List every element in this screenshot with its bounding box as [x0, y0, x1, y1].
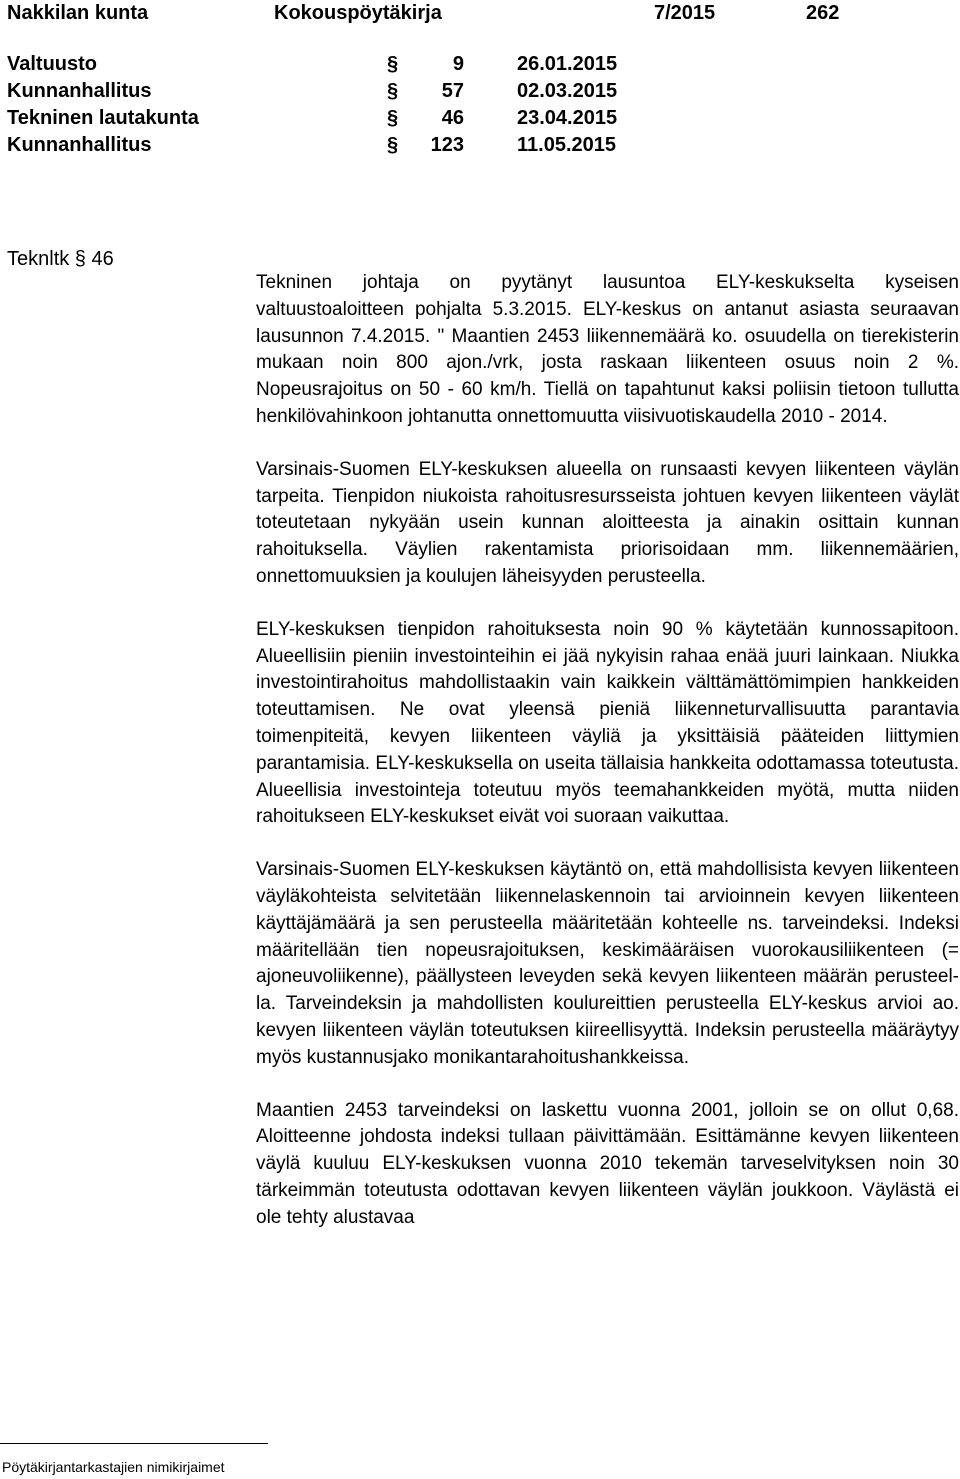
handling-history	[7, 51, 707, 159]
history-body: Valtuusto	[7, 53, 98, 75]
minutes-body	[256, 270, 959, 1258]
history-date: 23.04.2015	[517, 107, 618, 129]
history-row	[7, 78, 707, 105]
history-number: 123	[430, 134, 464, 156]
history-number: 57	[441, 80, 464, 102]
footer-signature-label: Pöytäkirjantarkastajien nimikirjaimet	[2, 1459, 225, 1475]
section-sign: §	[387, 80, 399, 102]
header-document-type: Kokouspöytäkirja	[274, 2, 442, 24]
history-date: 11.05.2015	[517, 134, 616, 156]
header-meeting-number: 7/2015	[654, 2, 716, 24]
body-paragraph: Tekninen johtaja on pyytänyt lausuntoa ELY-keskukselta kyseisen valtuustoaloitteen pohjalta 5.3.2015. ELY-keskus on antanut asiasta seuraavan lausunnon 7.4.2015. " Maantien 2453 liikennemäärä ko. osuudella on tierekisterin mukaan noin 800 ajon./vrk, josta raskaan liikenteen osuus noin 2 %. Nopeusrajoitus on 50 - 60 km/h. Tiellä on tapahtunut kaksi poliisin tietoon tullutta henkilövahinkoon johtanutta onnettomuutta viisivuotiskaudella 2010 - 2014.	[256, 272, 959, 427]
section-sign: §	[387, 134, 399, 156]
history-date: 26.01.2015	[517, 53, 618, 75]
body-paragraph: Maantien 2453 tarveindeksi on laskettu vuonna 2001, jolloin se on ollut 0,68. Aloitteenne johdosta indeksi tullaan päivittämään. Esittämänne kevyen liikenteen väylä kuuluu ELY-keskuksen vuonna 2010 tekemän tarveselvityksen noin 30 tärkeimmän toteutusta odottavan kevyen liikenteen väylän joukkoon. Väylästä ei ole tehty alustavaa	[256, 1099, 959, 1228]
history-row	[7, 51, 707, 78]
section-label: Teknltk § 46	[7, 248, 114, 270]
section-sign: §	[387, 53, 399, 75]
history-row	[7, 132, 707, 159]
history-row	[7, 105, 707, 132]
header-organization: Nakkilan kunta	[7, 2, 149, 24]
history-body: Tekninen lautakunta	[7, 107, 199, 129]
section-sign: §	[387, 107, 399, 129]
body-paragraph: Varsinais-Suomen ELY-keskuksen alueella on runsaasti kevyen liikenteen väylän tarpeita. Tienpidon niukoista rahoitusresursseista johtuen kevyen liikenteen väylät toteutetaan nykyään usein kunnan aloitteesta ja ainakin osittain kunnan rahoituksella. Väylien rakentamista priorisoidaan mm. liikennemäärien, onnettomuuksien ja koulujen läheisyyden perusteella.	[256, 458, 959, 587]
footer-divider	[0, 1443, 268, 1444]
history-body: Kunnanhallitus	[7, 134, 152, 156]
header-page-number: 262	[806, 2, 840, 24]
history-number: 9	[452, 53, 464, 75]
history-body: Kunnanhallitus	[7, 80, 152, 102]
history-date: 02.03.2015	[517, 80, 618, 102]
body-paragraph: Varsinais-Suomen ELY-keskuksen käytäntö on, että mahdollisista kevyen liikenteen väyläkohteista selvitetään liikennelaskennoin tai arvioinnein kevyen liikenteen käyttäjämäärä ja sen perusteella määritetään kohteelle ns. tarveindeksi. Indeksi määritellään tien nopeusrajoituksen, keskimääräisen vuorokausiliikenteen (= ajoneuvoliikenne), päällysteen leveyden sekä kevyen liikenteen määrän perusteella. Tarveindeksin ja mahdollisten koulureittien perusteella ELY-keskus arvioi ao. kevyen liikenteen väylän toteutuksen kiireellisyyttä. Indeksin perusteella määräytyy myös kustannusjako monikantarahoitushankkeissa.	[256, 859, 959, 1068]
body-paragraph: ELY-keskuksen tienpidon rahoituksesta noin 90 % käytetään kunnossapitoon. Alueellisiin pieniin investointeihin ei jää nykyisin rahaa enää juuri lainkaan. Niukka investointirahoitus mahdollistaakin vain kaikkein välttämättömimpien hankkeiden toteuttamisen. Ne ovat yleensä pieniä liikenneturvallisuutta parantavia toimenpiteitä, kevyen liikenteen väyliä ja yksittäisiä pääteiden liittymien parantamisia. ELY-keskuksella on useita tällaisia hankkeita odottamassa toteutusta. Alueellisia investointeja toteutuu myös teemahankkeiden myötä, mutta niiden rahoitukseen ELY-keskukset eivät voi suoraan vaikuttaa.	[256, 618, 959, 828]
history-number: 46	[441, 107, 464, 129]
